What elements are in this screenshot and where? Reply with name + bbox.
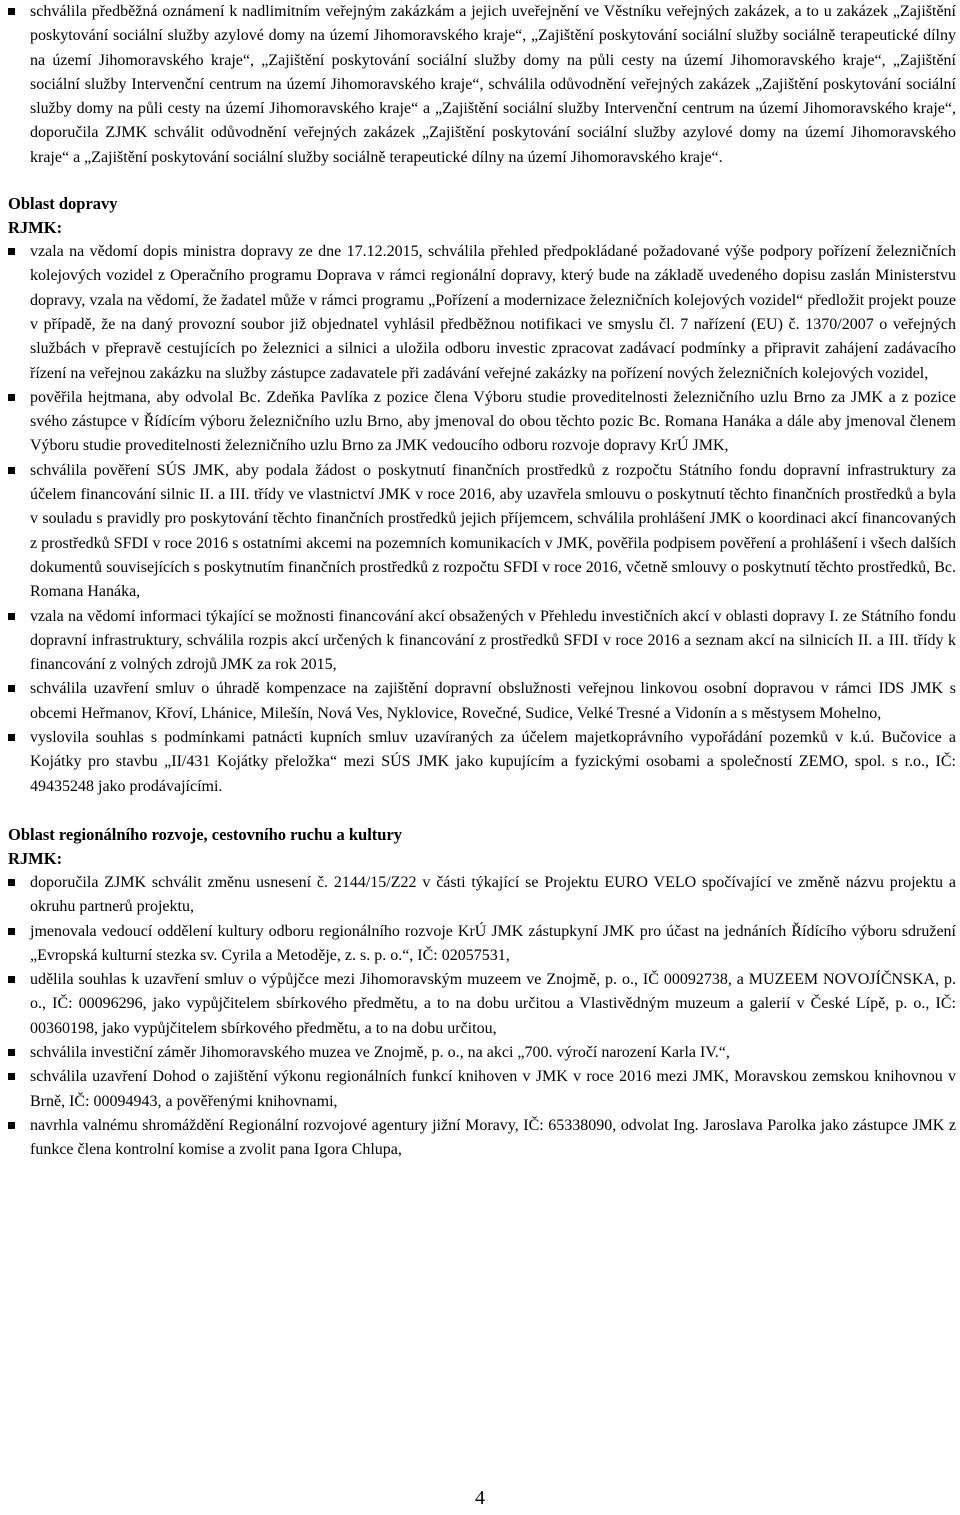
list-item: pověřila hejtmana, aby odvolal Bc. Zdeňka Pavlíka z pozice člena Výboru studie proveditelnosti železničního uzlu Brno za JMK a z pozice svého zástupce v Řídícím výboru železničního uzlu Brno, aby jmenoval do obou těchto pozic Bc. Romana Hanáka a dále aby jmenoval členem Výboru studie proveditelnosti železničního uzlu Brno za JMK vedoucího odboru rozvoje dopravy KrÚ JMK,: [8, 386, 956, 459]
list-item: schválila uzavření smluv o úhradě kompenzace na zajištění dopravní obslužnosti veřejnou linkovou osobní dopravou v rámci IDS JMK s obcemi Heřmanov, Křoví, Lhánice, Milešín, Nová Ves, Nyklovice, Rovečné, Sudice, Velké Tresné a Vidonín a s městysem Mohelno,: [8, 677, 956, 726]
section-list: [8, 871, 956, 1163]
page-number: 4: [475, 1487, 485, 1509]
list-item: udělila souhlas k uzavření smluv o výpůjčce mezi Jihomoravským muzeem ve Znojmě, p. o., IČ 00092738, a MUZEEM NOVOJÍČNSKA, p. o., IČ: 00096296, jako vypůjčitelem sbírkového předmětu, a to na dobu určitou a Vlastivědným muzeum a galerií v České Lípě, p. o., IČ: 00360198, jako vypůjčitelem sbírkového předmětu, a to na dobu určitou,: [8, 968, 956, 1041]
list-item: vyslovila souhlas s podmínkami patnácti kupních smluv uzavíraných za účelem majetkoprávního vypořádání pozemků v k.ú. Bučovice a Kojátky pro stavbu „II/431 Kojátky přeložka“ mezi SÚS JMK jako kupujícím a fyzickými osobami a společností ZEMO, spol. s r.o., IČ: 49435248 jako prodávajícími.: [8, 726, 956, 799]
section-subtitle: RJMK:: [8, 848, 63, 868]
list-item: schválila investiční záměr Jihomoravského muzea ve Znojmě, p. o., na akci „700. výročí narození Karla IV.“,: [8, 1041, 956, 1065]
section-doprava: [8, 192, 956, 799]
section-regionalni-rozvoj: [8, 823, 956, 1163]
page-content: [8, 0, 956, 1162]
section-title: Oblast regionálního rozvoje, cestovního ruchu a kultury: [8, 824, 403, 844]
list-item: doporučila ZJMK schválit změnu usnesení č. 2144/15/Z22 v části týkající se Projektu EURO VELO spočívající ve změně názvu projektu a okruhu partnerů projektu,: [8, 871, 956, 920]
intro-list: [8, 0, 956, 170]
list-item: jmenovala vedoucí oddělení kultury odboru regionálního rozvoje KrÚ JMK zástupkyní JMK pro účast na jednáních Řídícího výboru sdružení „Evropská kulturní stezka sv. Cyrila a Metoděje, z. s. p. o.“, IČ: 02057531,: [8, 920, 956, 969]
list-item: navrhla valnému shromáždění Regionální rozvojové agentury jižní Moravy, IČ: 65338090, odvolat Ing. Jaroslava Parolka jako zástupce JMK z funkce člena kontrolní komise a zvolit pana Igora Chlupa,: [8, 1114, 956, 1163]
list-item: schválila předběžná oznámení k nadlimitním veřejným zakázkám a jejich uveřejnění ve Věstníku veřejných zakázek, a to u zakázek „Zajištění poskytování sociální služby azylové domy na území Jihomoravského kraje“, „Zajištění poskytování sociální služby sociálně terapeutické dílny na území Jihomoravského kraje“, „Zajištění poskytování sociální služby domy na půli cesty na území Jihomoravského kraje“, „Zajištění sociální služby Intervenční centrum na území Jihomoravského kraje“, schválila odůvodnění veřejných zakázek „Zajištění poskytování sociální služby domy na půli cesty na území Jihomoravského kraje“ a „Zajištění sociální služby Intervenční centrum na území Jihomoravského kraje“, doporučila ZJMK schválit odůvodnění veřejných zakázek „Zajištění poskytování sociální služby azylové domy na území Jihomoravského kraje“ a „Zajištění poskytování sociální služby sociálně terapeutické dílny na území Jihomoravského kraje“.: [8, 0, 956, 170]
list-item: vzala na vědomí dopis ministra dopravy ze dne 17.12.2015, schválila přehled předpokládané požadované výše podpory pořízení železničních kolejových vozidel z Operačního programu Doprava v rámci regionální dopravy, který bude na základě uvedeného dopisu zaslán Ministerstvu dopravy, vzala na vědomí, že žadatel může v rámci programu „Pořízení a modernizace železničních kolejových vozidel“ předložit projekt pouze v případě, že na daný provozní soubor již objednatel vyhlásil předběžnou notifikaci ve smyslu čl. 7 nařízení (EU) č. 1370/2007 o veřejných službách v přepravě cestujících po železnici a silnici a uložila odboru investic zpracovat zadávací podmínky a připravit zahájení zadávacího řízení na veřejnou zakázku na služby zástupce zadavatele při zadávání veřejné zakázky na pořízení nových železničních kolejových vozidel,: [8, 240, 956, 386]
section-list: [8, 240, 956, 799]
list-item: schválila pověření SÚS JMK, aby podala žádost o poskytnutí finančních prostředků z rozpočtu Státního fondu dopravní infrastruktury za účelem financování silnic II. a III. třídy ve vlastnictví JMK v roce 2016, aby uzavřela smlouvu o poskytnutí těchto finančních prostředků a byla v souladu s pravidly pro poskytování těchto finančních prostředků jejich příjemcem, schválila prohlášení JMK o koordinaci akcí financovaných z prostředků SFDI v roce 2016 s ostatními akcemi na pozemních komunikacích v JMK, pověřila podpisem pověření a prohlášení i všech dalších dokumentů souvisejících s poskytnutím finančních prostředků z rozpočtu SFDI v roce 2016, včetně smlouvy o poskytnutí těchto prostředků, Bc. Romana Hanáka,: [8, 459, 956, 605]
section-subtitle: RJMK:: [8, 218, 63, 238]
list-item: schválila uzavření Dohod o zajištění výkonu regionálních funkcí knihoven v JMK v roce 2016 mezi JMK, Moravskou zemskou knihovnou v Brně, IČ: 00094943, a pověřenými knihovnami,: [8, 1065, 956, 1114]
list-item: vzala na vědomí informaci týkající se možnosti financování akcí obsažených v Přehledu investičních akcí v oblasti dopravy I. ze Státního fondu dopravní infrastruktury, schválila rozpis akcí určených k financování z prostředků SFDI v roce 2016 a seznam akcí na silnicích II. a III. třídy k financování z volných zdrojů JMK za rok 2015,: [8, 605, 956, 678]
section-title: Oblast dopravy: [8, 194, 118, 214]
